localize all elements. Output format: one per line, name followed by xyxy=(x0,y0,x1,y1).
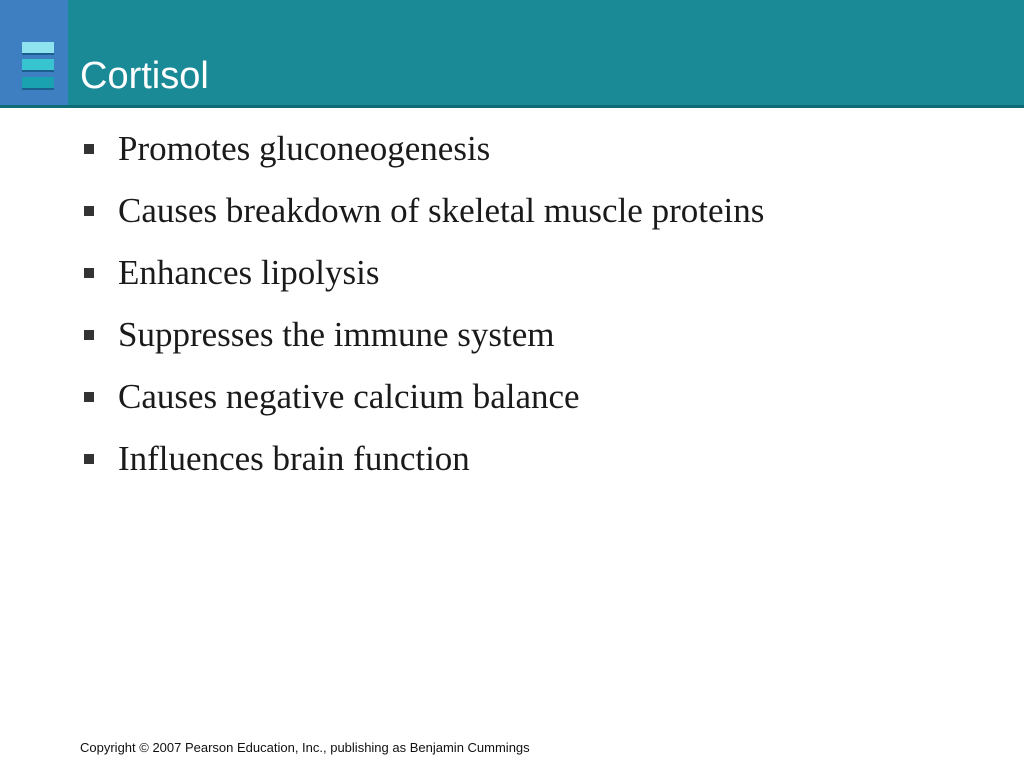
logo-bar-bottom xyxy=(22,77,54,90)
bullet-text: Promotes gluconeogenesis xyxy=(118,129,491,168)
square-bullet-icon xyxy=(84,392,94,402)
bullet-item xyxy=(80,366,764,428)
bullet-text: Causes negative calcium balance xyxy=(118,377,580,416)
bullet-item xyxy=(80,118,764,180)
bullet-item xyxy=(80,180,764,242)
logo-bar-middle xyxy=(22,59,54,72)
bullet-item xyxy=(80,304,764,366)
stacked-bars-logo-icon xyxy=(0,0,68,105)
bullet-text: Influences brain function xyxy=(118,439,470,478)
square-bullet-icon xyxy=(84,330,94,340)
square-bullet-icon xyxy=(84,268,94,278)
bullet-list xyxy=(80,118,764,490)
logo-bar-top xyxy=(22,42,54,55)
bullet-item xyxy=(80,242,764,304)
copyright-footer: Copyright © 2007 Pearson Education, Inc., publishing as Benjamin Cummings xyxy=(80,740,530,755)
bullet-text: Suppresses the immune system xyxy=(118,315,555,354)
bullet-text: Enhances lipolysis xyxy=(118,253,380,292)
square-bullet-icon xyxy=(84,144,94,154)
bullet-item xyxy=(80,428,764,490)
square-bullet-icon xyxy=(84,454,94,464)
bullet-text: Causes breakdown of skeletal muscle proteins xyxy=(118,191,765,230)
title-bar xyxy=(0,0,1024,108)
square-bullet-icon xyxy=(84,206,94,216)
slide-title: Cortisol xyxy=(80,55,209,97)
